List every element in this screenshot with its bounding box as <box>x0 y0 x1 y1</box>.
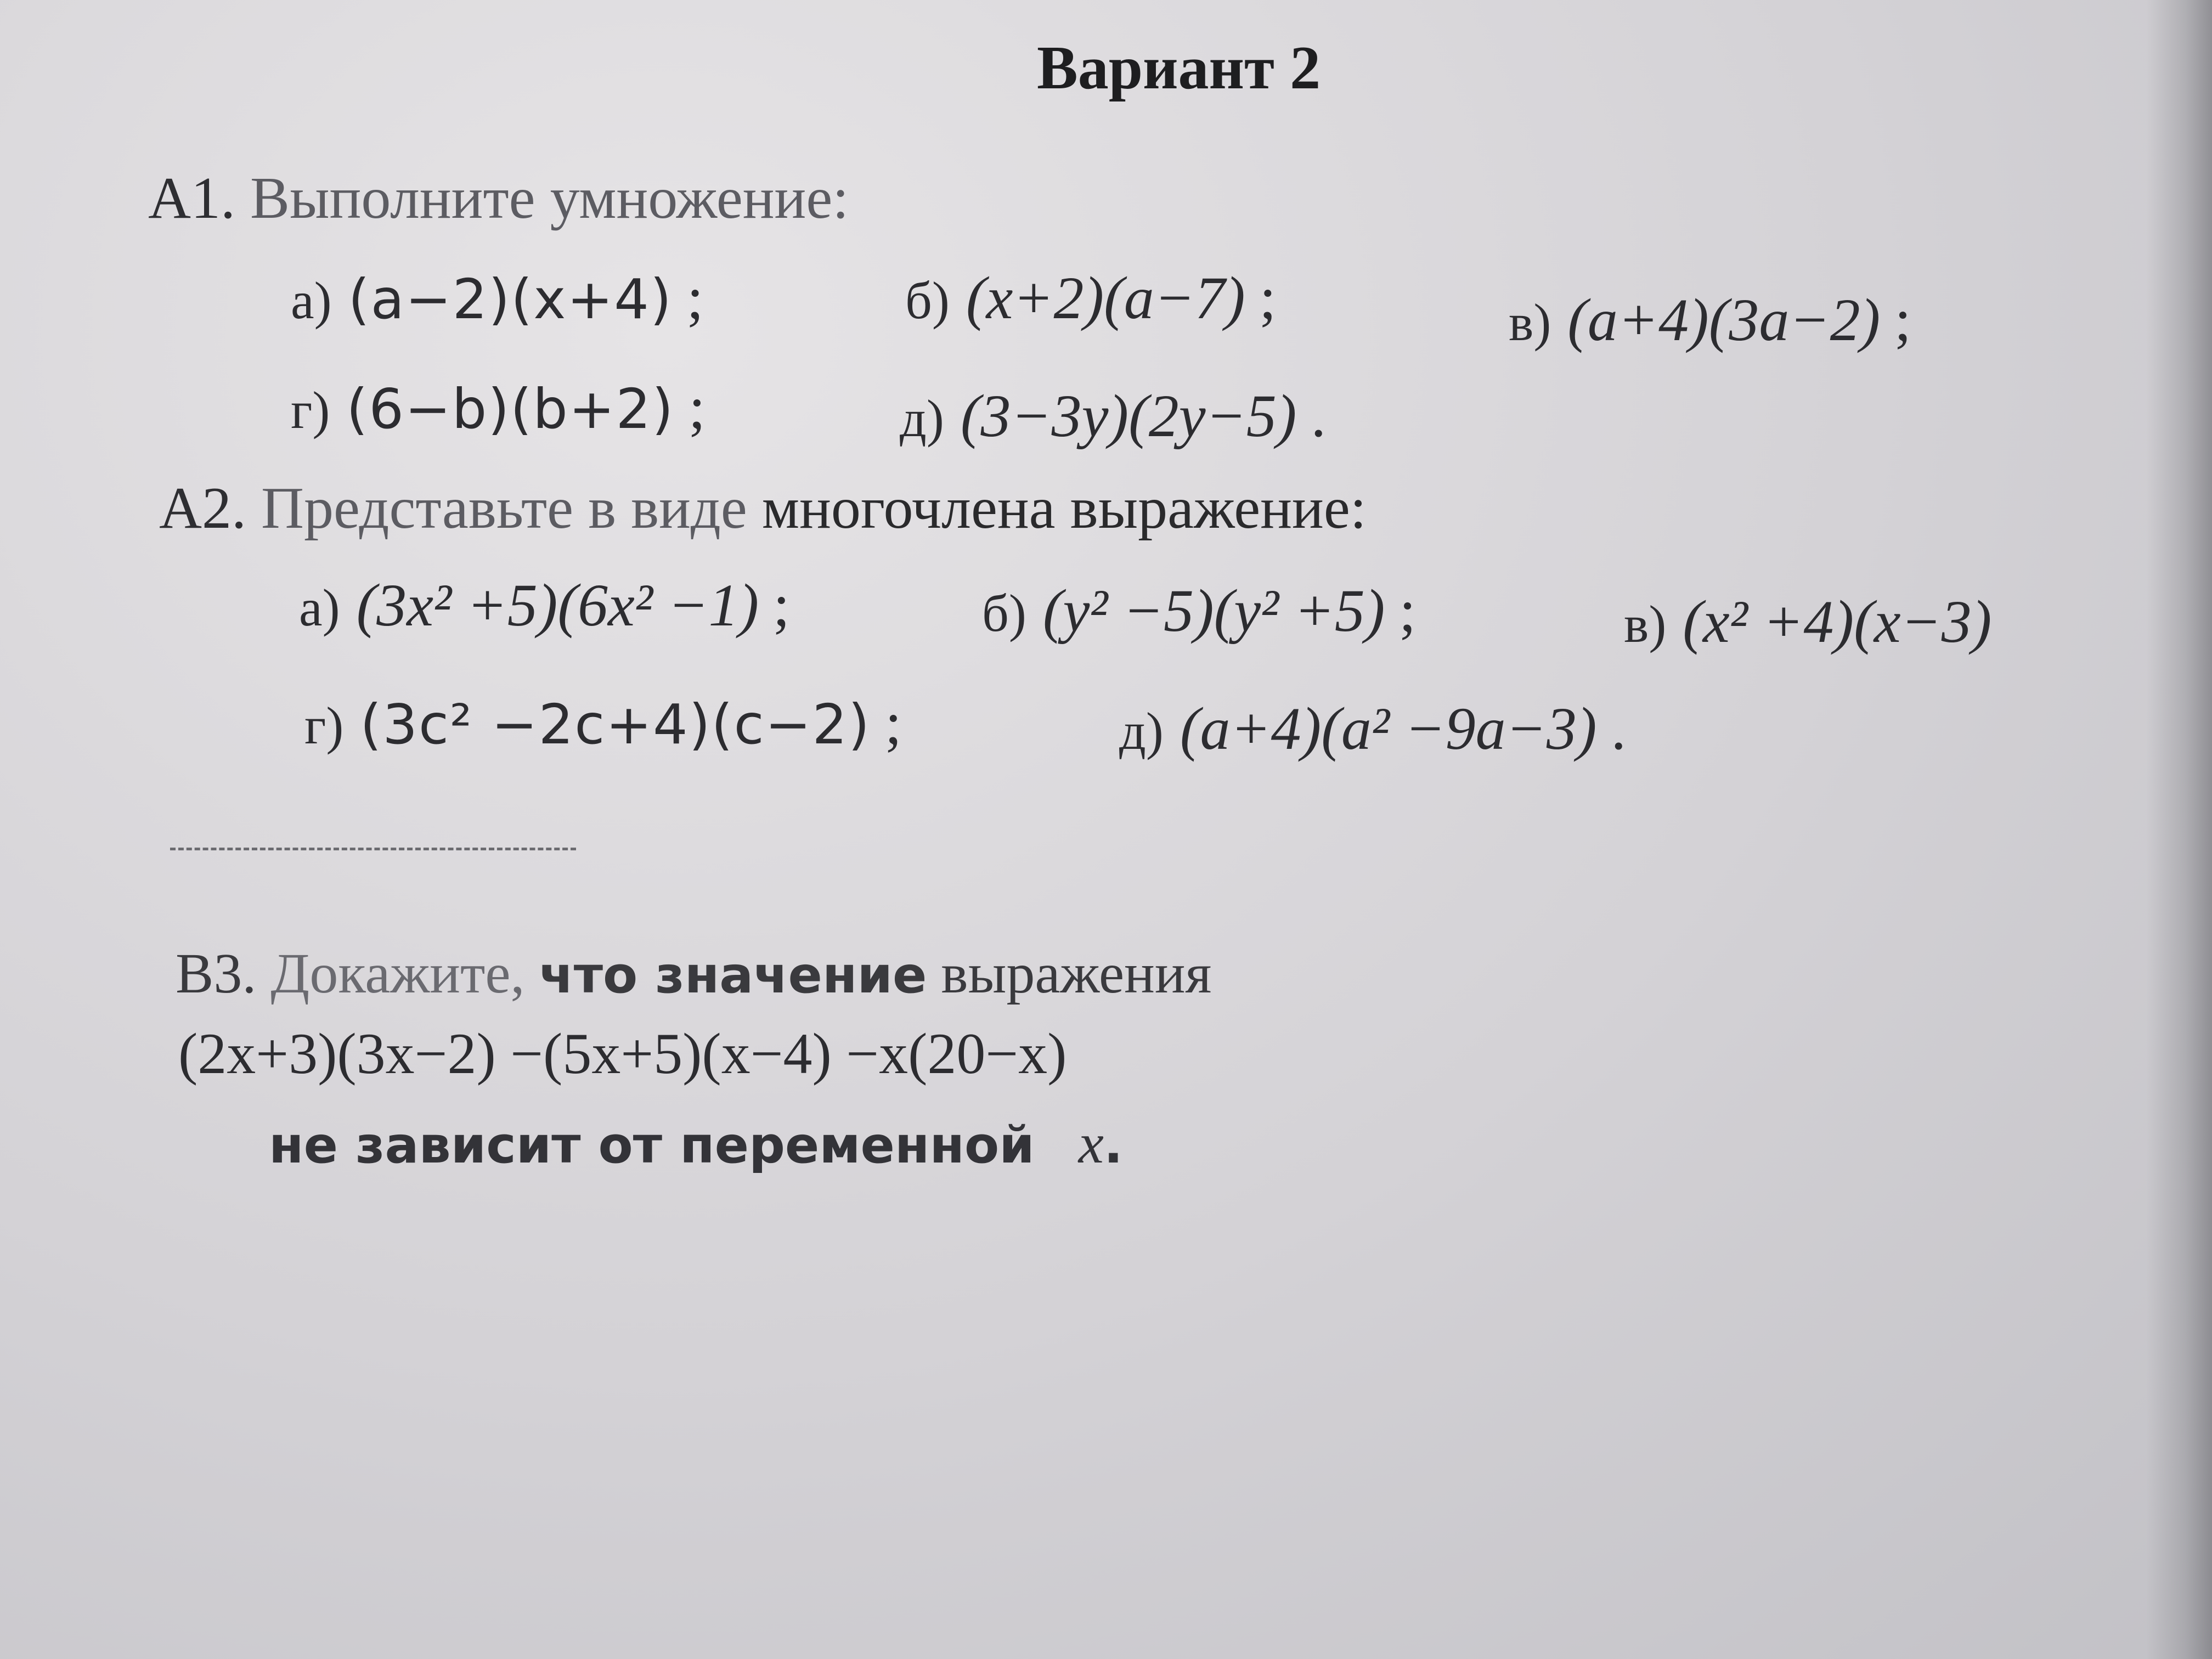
task-a1-heading <box>148 165 849 233</box>
item-expression: (a+4)(3a−2) <box>1567 286 1881 353</box>
task-a2-heading <box>159 475 1367 543</box>
item-separator: . <box>1311 382 1326 449</box>
a2-item-d <box>1119 694 1626 764</box>
item-expression: (3c² −2c+4)(c−2) <box>360 692 871 757</box>
item-expression: (x+2)(a−7) <box>966 264 1245 331</box>
item-label: а) <box>299 578 340 637</box>
item-expression: (a+4)(a² −9a−3) <box>1180 695 1597 762</box>
item-expression: (x² +4)(x−3) <box>1683 588 1992 655</box>
item-separator: ; <box>773 572 790 639</box>
task-b3-instruction-start: Докажите, <box>270 942 525 1005</box>
a1-item-g <box>291 373 706 443</box>
item-label: д) <box>900 389 944 448</box>
a1-item-a <box>291 263 703 333</box>
item-separator: ; <box>1399 577 1416 644</box>
item-expression: (3−3y)(2y−5) <box>960 382 1297 449</box>
task-b3-variable: x <box>1078 1112 1104 1175</box>
task-a1-instruction: Выполните умножение: <box>250 166 849 231</box>
section-divider <box>170 848 576 850</box>
item-label: а) <box>291 271 332 330</box>
item-separator: . <box>1611 695 1626 762</box>
item-separator: ; <box>885 690 902 757</box>
a1-item-v <box>1509 285 1911 355</box>
page-edge-shadow <box>2146 0 2212 1659</box>
task-a1-number: А1. <box>148 166 235 231</box>
item-label: б) <box>982 584 1026 642</box>
item-expression: (6−b)(b+2) <box>346 377 675 441</box>
task-a2-instruction-end: многочлена выражение: <box>761 476 1367 541</box>
item-expression: (y² −5)(y² +5) <box>1042 577 1385 644</box>
task-b3-tail-text: не зависит от переменной <box>269 1116 1035 1175</box>
task-b3-expression: (2x+3)(3x−2) −(5x+5)(x−4) −x(20−x) <box>178 1022 1067 1086</box>
item-separator: ; <box>686 264 704 331</box>
item-expression: (3x² +5)(6x² −1) <box>356 572 759 639</box>
item-label: в) <box>1509 293 1551 352</box>
a1-item-b <box>905 263 1276 333</box>
task-b3-number: В3. <box>176 942 257 1005</box>
a1-item-d <box>900 381 1326 451</box>
task-b3-instruction-middle: что значение <box>539 946 927 1005</box>
task-b3-instruction-end: выражения <box>941 942 1212 1005</box>
item-label: б) <box>905 271 950 330</box>
a2-item-v <box>1624 587 2006 657</box>
item-separator: ; <box>1894 286 1911 353</box>
item-separator: ; <box>1259 264 1277 331</box>
task-b3-end: . <box>1103 1116 1123 1175</box>
a2-item-g <box>304 689 902 758</box>
a2-item-b <box>982 576 1416 646</box>
task-a2-number: А2. <box>159 476 246 541</box>
a2-item-a <box>299 571 790 640</box>
task-a2-instruction-start: Представьте в виде <box>261 476 747 541</box>
task-b3-heading <box>176 941 1211 1006</box>
item-label: д) <box>1119 702 1164 760</box>
task-b3-tail <box>269 1111 1123 1176</box>
item-label: г) <box>304 696 344 755</box>
item-label: в) <box>1624 595 1667 653</box>
item-separator: ; <box>689 374 706 441</box>
page-title: Вариант 2 <box>1037 34 1321 102</box>
item-label: г) <box>291 381 330 439</box>
item-expression: (a−2)(x+4) <box>348 267 673 331</box>
